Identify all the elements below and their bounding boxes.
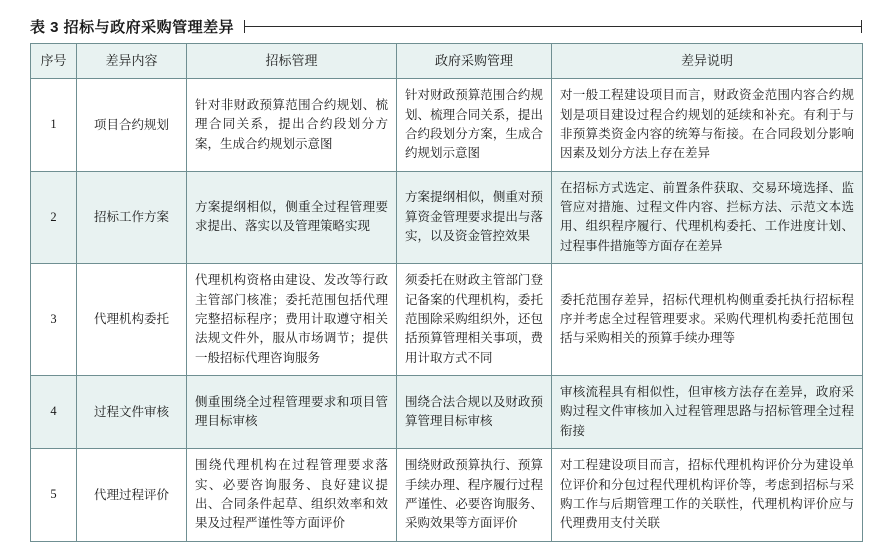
cell-topic: 项目合约规划 (77, 79, 187, 172)
column-header-bid: 招标管理 (187, 44, 397, 79)
table-row (31, 264, 863, 376)
cell-gov-procurement: 围绕财政预算执行、预算手续办理、程序履行过程严谨性、必要咨询服务、采购效果等方面评价 (397, 449, 552, 542)
table-caption-text: 表 3 招标与政府采购管理差异 (30, 19, 235, 36)
cell-gov-procurement: 围绕合法合规以及财政预算管理目标审核 (397, 376, 552, 449)
cell-index: 3 (31, 264, 77, 376)
cell-gov-procurement: 针对财政预算范围合约规划、梳理合同关系，提出合约段划分方案，生成合约规划示意图 (397, 79, 552, 172)
column-header-note: 差异说明 (552, 44, 863, 79)
table-header-row (31, 44, 863, 79)
cell-difference-note: 审核流程具有相似性，但审核方法存在差异，政府采购过程文件审核加入过程管理思路与招标管理全过程衔接 (552, 376, 863, 449)
cell-bid-management: 代理机构资格由建设、发改等行政主管部门核准；委托范围包括代理完整招标程序；费用计取遵守相关法规文件外，服从市场调节；提供一般招标代理咨询服务 (187, 264, 397, 376)
table-row (31, 449, 863, 542)
cell-index: 4 (31, 376, 77, 449)
cell-topic: 过程文件审核 (77, 376, 187, 449)
table-body (31, 79, 863, 542)
cell-difference-note: 对一般工程建设项目而言，财政资金范围内容合约规划是项目建设过程合约规划的延续和补充。有利于与非预算类资金内容的统筹与衔接。在合同段划分影响因素及划分方法上存在差异 (552, 79, 863, 172)
caption-rule-left-cap (244, 20, 245, 33)
caption-rule-right-cap (861, 20, 862, 33)
cell-gov-procurement: 须委托在财政主管部门登记备案的代理机构，委托范围除采购组织外，还包括预算管理相关事项，费用计取方式不同 (397, 264, 552, 376)
cell-bid-management: 围绕代理机构在过程管理要求落实、必要咨询服务、良好建议提出、合同条件起草、组织效率和效果及过程严谨性等方面评价 (187, 449, 397, 542)
cell-gov-procurement: 方案提纲相似，侧重对预算资金管理要求提出与落实，以及资金管控效果 (397, 171, 552, 264)
cell-index: 5 (31, 449, 77, 542)
column-header-topic: 差异内容 (77, 44, 187, 79)
cell-index: 1 (31, 79, 77, 172)
table-header (31, 44, 863, 79)
table-row (31, 376, 863, 449)
table-caption (30, 0, 862, 43)
table-row (31, 171, 863, 264)
cell-difference-note: 对工程建设项目而言，招标代理机构评价分为建设单位评价和分包过程代理机构评价等，考虑到招标与采购工作与后期管理工作的关联性，代理机构评价应与代理费用支付关联 (552, 449, 863, 542)
column-header-index: 序号 (31, 44, 77, 79)
cell-difference-note: 在招标方式选定、前置条件获取、交易环境选择、监管应对措施、过程文件内容、拦标方法、示范文本选用、组织程序履行、代理机构委托、工作进度计划、过程事件措施等方面存在差异 (552, 171, 863, 264)
cell-bid-management: 侧重围绕全过程管理要求和项目管理目标审核 (187, 376, 397, 449)
cell-topic: 代理机构委托 (77, 264, 187, 376)
cell-bid-management: 方案提纲相似，侧重全过程管理要求提出、落实以及管理策略实现 (187, 171, 397, 264)
cell-topic: 招标工作方案 (77, 171, 187, 264)
table-row (31, 79, 863, 172)
cell-index: 2 (31, 171, 77, 264)
column-header-gov: 政府采购管理 (397, 44, 552, 79)
cell-bid-management: 针对非财政预算范围合约规划、梳理合同关系，提出合约段划分方案，生成合约规划示意图 (187, 79, 397, 172)
caption-rule (244, 20, 862, 34)
cell-topic: 代理过程评价 (77, 449, 187, 542)
comparison-table (30, 43, 863, 542)
caption-rule-line (244, 26, 862, 27)
cell-difference-note: 委托范围存差异，招标代理机构侧重委托执行招标程序并考虑全过程管理要求。采购代理机构委托范围包括与采购相关的预算手续办理等 (552, 264, 863, 376)
